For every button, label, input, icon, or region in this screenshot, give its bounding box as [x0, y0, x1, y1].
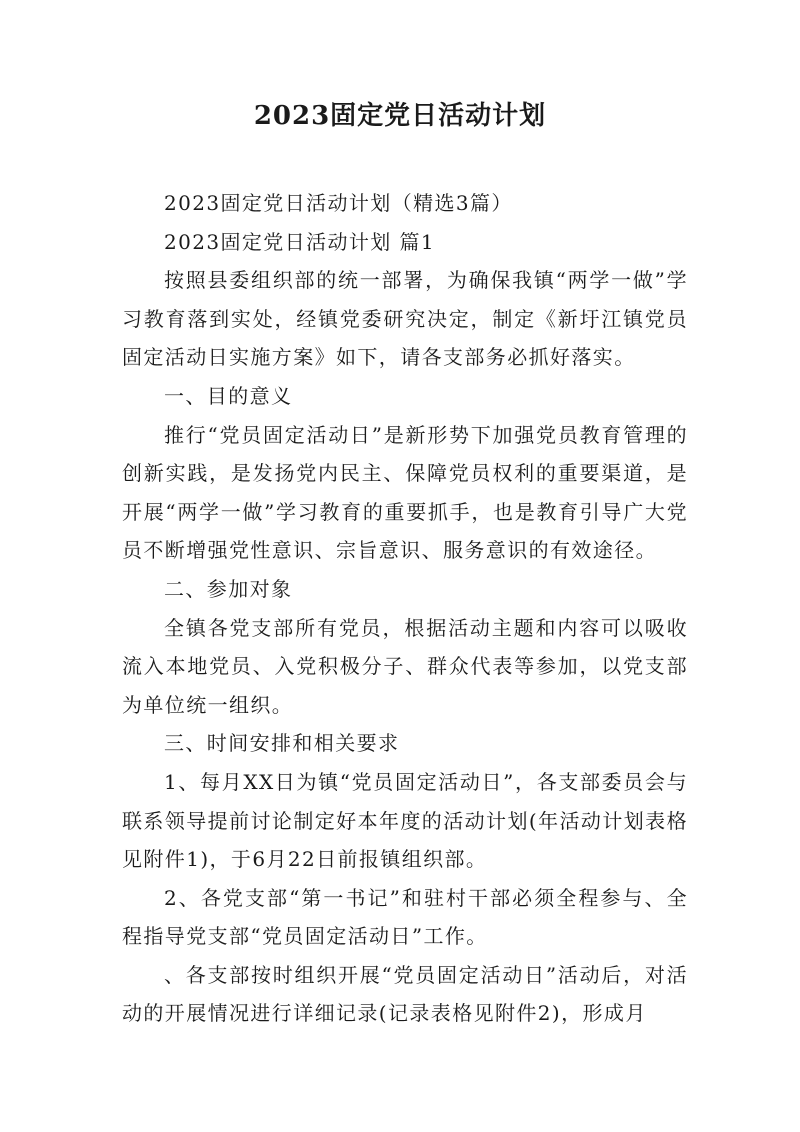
- document-title: 2023固定党日活动计划: [253, 101, 547, 131]
- paragraph-subtitle: 2023固定党日活动计划（精选3篇）: [164, 191, 513, 215]
- document-body: [122, 184, 688, 1033]
- paragraph-intro: 按照县委组织部的统一部署，为确保我镇“两学一做”学习教育落到实处，经镇党委研究决定，制定《新圩江镇党员固定活动日实施方案》如下，请各支部务必抓好落实。: [122, 268, 688, 370]
- paragraph-section-heading: 2023固定党日活动计划 篇1: [164, 229, 435, 254]
- paragraph-schedule-3: 、各支部按时组织开展“党员固定活动日”活动后，对活动的开展情况进行详细记录(记录表格见附件2)，形成月: [122, 962, 688, 1026]
- heading-participants: 二、参加对象: [164, 576, 293, 601]
- heading-purpose: 一、目的意义: [164, 383, 293, 408]
- paragraph-participants: 全镇各党支部所有党员，根据活动主题和内容可以吸收流入本地党员、入党积极分子、群众代表等参加，以党支部为单位统一组织。: [122, 615, 688, 717]
- heading-schedule: 三、时间安排和相关要求: [164, 731, 400, 756]
- paragraph-schedule-2: 2、各党支部“第一书记”和驻村干部必须全程参与、全程指导党支部“党员固定活动日”工作。: [122, 885, 688, 949]
- paragraph-schedule-1: 1、每月XX日为镇“党员固定活动日”，各支部委员会与联系领导提前讨论制定好本年度的活动计划(年活动计划表格见附件1)，于6月22日前报镇组织部。: [122, 769, 688, 872]
- paragraph-purpose: 推行“党员固定活动日”是新形势下加强党员教育管理的创新实践，是发扬党内民主、保障党员权利的重要渠道，是开展“两学一做”学习教育的重要抓手，也是教育引导广大党员不断增强党性意识、宗旨意识、服务意识的有效途径。: [122, 422, 688, 563]
